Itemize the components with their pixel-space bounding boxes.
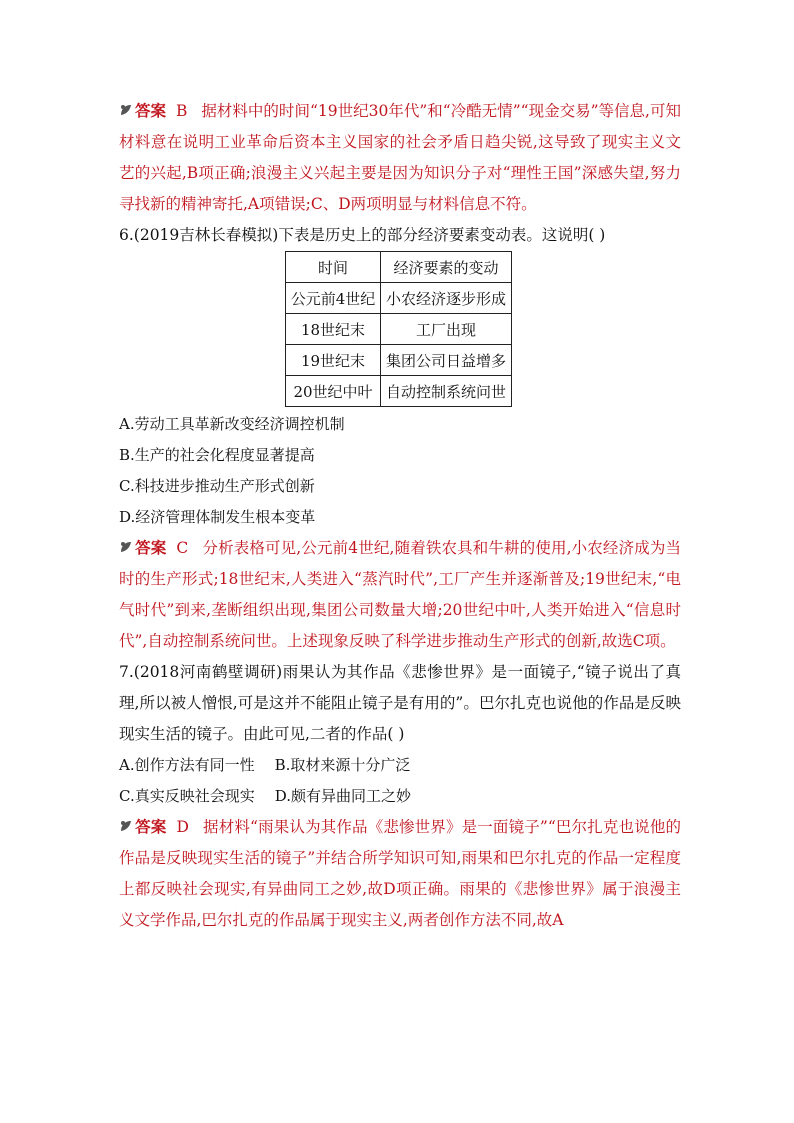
table-header: 时间 [286, 252, 381, 283]
option-b: B.生产的社会化程度显著提高 [119, 446, 315, 464]
option-d: D.颇有异曲同工之妙 [274, 787, 411, 805]
question-6-stem: 6.(2019吉林长春模拟)下表是历史上的部分经济要素变动表。这说明( ) [119, 226, 606, 244]
document-page [119, 96, 681, 936]
table-cell: 19世纪末 [286, 345, 381, 376]
answer-text: 分析表格可见,公元前4世纪,随着铁农具和牛耕的使用,小农经济成为当时的生产形式;18世纪末,人类进入“蒸汽时代”,工厂产生并逐渐普及;19世纪末,“电气时代”到来,垄断组织出现,集团公司数量大增;20世纪中叶,人类开始进入“信息时代”,自动控制系统问世。上述现象反映了科学进步推动生产形式的创新,故选C项。 [119, 539, 681, 650]
answer-marker-icon [119, 534, 133, 548]
answer-label: 答案 [135, 102, 167, 120]
option-c: C.科技进步推动生产形式创新 [119, 477, 315, 495]
answer-7 [119, 812, 681, 936]
table-cell: 18世纪末 [286, 314, 381, 345]
table-header: 经济要素的变动 [381, 252, 512, 283]
table-row [286, 314, 512, 345]
table-row [286, 283, 512, 314]
answer-text: 据材料中的时间“19世纪30年代”和“冷酷无情”“现金交易”等信息,可知材料意在说明工业革命后资本主义国家的社会矛盾日趋尖锐,这导致了现实主义文艺的兴起,B项正确;浪漫主义兴起主要是因为知识分子对“理性王国”深感失望,努力寻找新的精神寄托,A项错误;C、D两项明显与材料信息不符。 [119, 102, 681, 213]
option-b: B.取材来源十分广泛 [274, 756, 411, 774]
table-cell: 工厂出现 [381, 314, 512, 345]
answer-text: 据材料“雨果认为其作品《悲惨世界》是一面镜子”“巴尔扎克也说他的作品是反映现实生活的镜子”并结合所学知识可知,雨果和巴尔扎克的作品一定程度上都反映社会现实,有异曲同工之妙,故D项正确。雨果的《悲惨世界》属于浪漫主义文学作品,巴尔扎克的作品属于现实主义,两者创作方法不同,故A [119, 818, 681, 929]
answer-6 [119, 533, 681, 657]
answer-letter: B [176, 102, 188, 120]
option-d: D.经济管理体制发生根本变革 [119, 508, 316, 526]
question-7-stem: 7.(2018河南鹤壁调研)雨果认为其作品《悲惨世界》是一面镜子,“镜子说出了真理,所以被人憎恨,可是这并不能阻止镜子是有用的”。巴尔扎克也说他的作品是反映现实生活的镜子。由此可见,二者的作品( ) [119, 663, 681, 743]
options-row-cd [119, 781, 681, 812]
option-c: C.真实反映社会现实 [119, 787, 255, 805]
option-a: A.劳动工具革新改变经济调控机制 [119, 415, 345, 433]
table-row [286, 345, 512, 376]
table-row [286, 376, 512, 407]
answer-letter: C [176, 539, 189, 557]
answer-marker-icon [119, 813, 133, 827]
answer-label: 答案 [135, 818, 167, 836]
table-cell: 20世纪中叶 [286, 376, 381, 407]
table-cell: 自动控制系统问世 [381, 376, 512, 407]
options-row-ab [119, 750, 681, 781]
option-a: A.创作方法有同一性 [119, 756, 255, 774]
answer-letter: D [176, 818, 189, 836]
answer-marker-icon [119, 97, 133, 111]
answer-label: 答案 [135, 539, 167, 557]
table-header-row [286, 252, 512, 283]
table-cell: 小农经济逐步形成 [381, 283, 512, 314]
table-cell: 公元前4世纪 [286, 283, 381, 314]
table-cell: 集团公司日益增多 [381, 345, 512, 376]
economic-factors-table [285, 251, 512, 407]
answer-5 [119, 96, 681, 220]
